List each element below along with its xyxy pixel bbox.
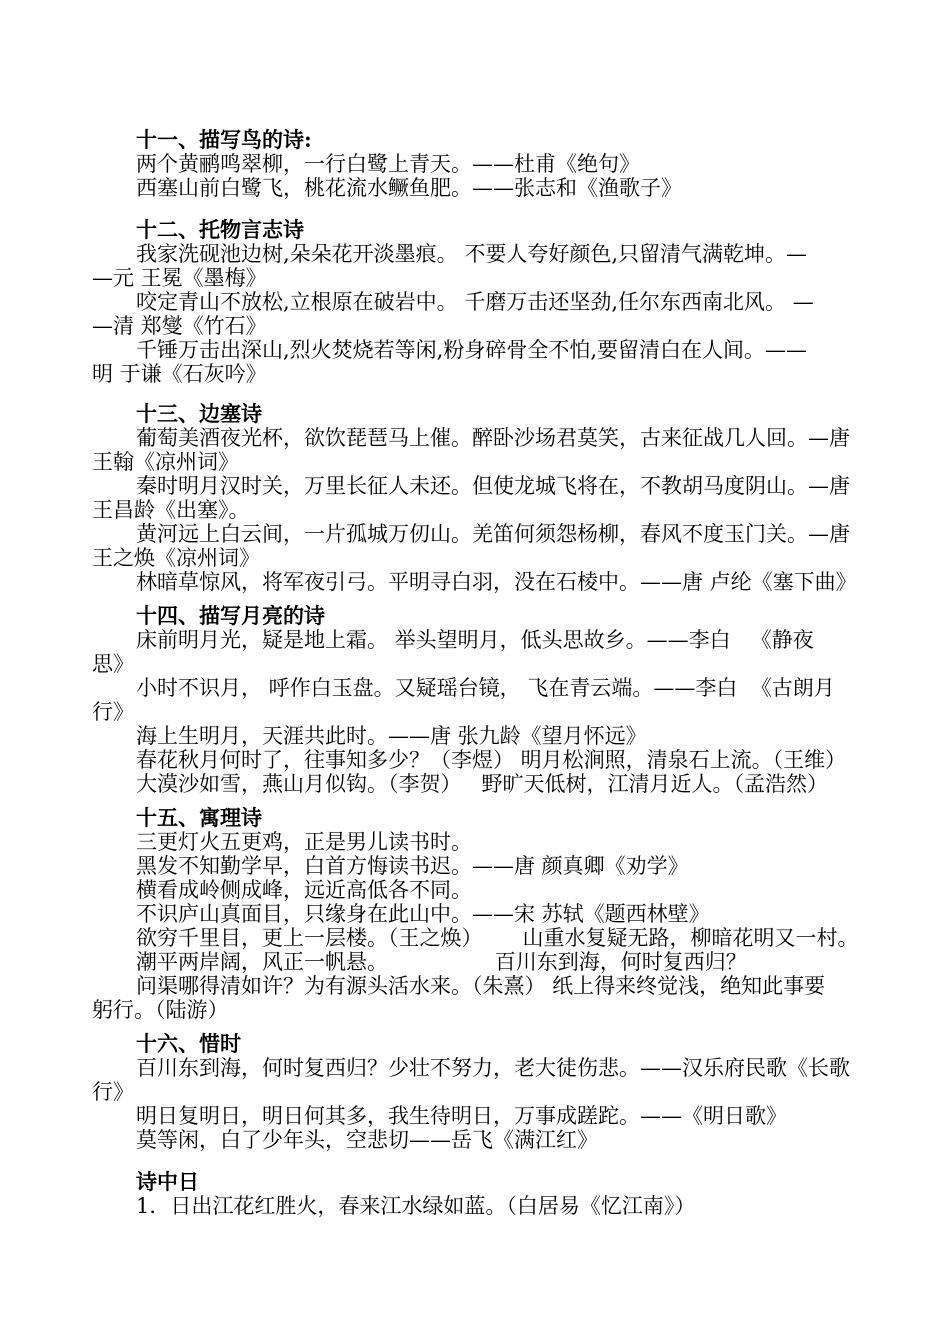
poem-line: —元 王冕《墨梅》 bbox=[92, 266, 267, 290]
poem-line: 三更灯火五更鸡，正是男儿读书时。 bbox=[136, 830, 472, 854]
poem-line: 莫等闲，白了少年头，空悲切——岳飞《满江红》 bbox=[136, 1128, 598, 1152]
section-heading: 十六、惜时 bbox=[136, 1031, 241, 1056]
poem-line: 明日复明日，明日何其多，我生待明日，万事成蹉跎。——《明日歌》 bbox=[136, 1104, 787, 1128]
poem-line: 我家洗砚池边树,朵朵花开淡墨痕。 不要人夸好颜色,只留清气满乾坤。— bbox=[136, 242, 808, 266]
poem-line: 大漠沙如雪，燕山月似钩。（李贺） 野旷天低树，江清月近人。（孟浩然） bbox=[136, 772, 829, 796]
poem-line: 潮平两岸阔，风正一帆悬。 百川东到海，何时复西归？ bbox=[136, 950, 747, 974]
poem-line: 欲穷千里目，更上一层楼。（王之焕） 山重水复疑无路，柳暗花明又一村。 bbox=[136, 926, 859, 950]
poem-line: 行》 bbox=[92, 700, 134, 724]
poem-line: 春花秋月何时了，往事知多少？（李煜） 明月松涧照，清泉石上流。（王维） bbox=[136, 748, 847, 772]
poem-line: 秦时明月汉时关，万里长征人未还。但使龙城飞将在，不教胡马度阴山。—唐 bbox=[136, 474, 850, 498]
poem-line: 王翰《凉州词》 bbox=[92, 450, 239, 474]
poem-line: 床前明月光，疑是地上霜。 举头望明月，低头思故乡。——李白 《静夜 bbox=[136, 628, 814, 652]
poem-line: 海上生明月，天涯共此时。——唐 张九龄《望月怀远》 bbox=[136, 724, 647, 748]
poem-line: 葡萄美酒夜光杯，欲饮琵琶马上催。醉卧沙场君莫笑，古来征战几人回。—唐 bbox=[136, 426, 850, 450]
section-heading: 十三、边塞诗 bbox=[136, 401, 262, 426]
poem-line: 王之焕《凉州词》 bbox=[92, 546, 260, 570]
poem-line: 行》 bbox=[92, 1080, 134, 1104]
poem-line: —清 郑燮《竹石》 bbox=[92, 314, 267, 338]
poem-line: 百川东到海，何时复西归？少壮不努力，老大徒伤悲。——汉乐府民歌《长歌 bbox=[136, 1056, 850, 1080]
poem-line: 两个黄鹂鸣翠柳，一行白鹭上青天。——杜甫《绝句》 bbox=[136, 152, 640, 176]
poem-line: 横看成岭侧成峰，远近高低各不同。 bbox=[136, 878, 472, 902]
poem-line: 黄河远上白云间，一片孤城万仞山。羌笛何须怨杨柳，春风不度玉门关。—唐 bbox=[136, 522, 850, 546]
poem-line: 思》 bbox=[92, 652, 134, 676]
poem-line: 咬定青山不放松,立根原在破岩中。 千磨万击还坚劲,任尔东西南北风。 — bbox=[136, 290, 814, 314]
poem-line: 1．日出江花红胜火，春来江水绿如蓝。（白居易《忆江南》） bbox=[136, 1194, 696, 1218]
poem-line: 问渠哪得清如许？为有源头活水来。（朱熹） 纸上得来终觉浅，绝知此事要 bbox=[136, 974, 826, 998]
poem-line: 小时不识月， 呼作白玉盘。又疑瑶台镜， 飞在青云端。——李白 《古朗月 bbox=[136, 676, 835, 700]
section-heading: 十一、描写鸟的诗: bbox=[136, 127, 312, 152]
poem-line: 林暗草惊风，将军夜引弓。平明寻白羽，没在石棱中。——唐 卢纶《塞下曲》 bbox=[136, 570, 857, 594]
poem-line: 黑发不知勤学早，白首方悔读书迟。——唐 颜真卿《劝学》 bbox=[136, 854, 689, 878]
poem-line: 不识庐山真面目，只缘身在此山中。——宋 苏轼《题西林壁》 bbox=[136, 902, 710, 926]
section-heading: 十二、托物言志诗 bbox=[136, 217, 304, 242]
poem-line: 王昌龄《出塞》。 bbox=[92, 498, 250, 522]
poem-line: 躬行。（陆游） bbox=[92, 998, 229, 1022]
poem-line: 明 于谦《石灰吟》 bbox=[92, 362, 267, 386]
poem-line: 千锤万击出深山,烈火焚烧若等闲,粉身碎骨全不怕,要留清白在人间。—— bbox=[136, 338, 808, 362]
poem-line: 西塞山前白鹭飞，桃花流水鳜鱼肥。——张志和《渔歌子》 bbox=[136, 176, 682, 200]
section-heading: 十五、寓理诗 bbox=[136, 805, 262, 830]
section-heading: 十四、描写月亮的诗 bbox=[136, 603, 325, 628]
section-heading: 诗中日 bbox=[136, 1169, 199, 1194]
